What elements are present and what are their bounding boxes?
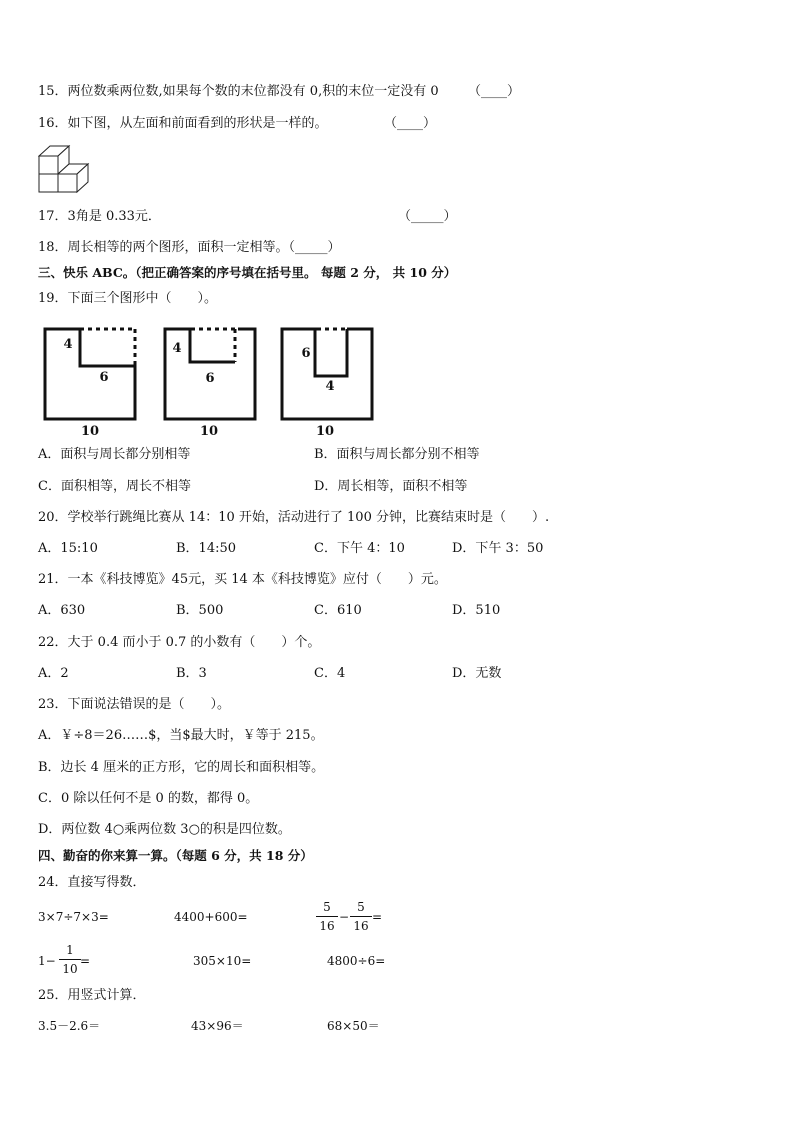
equals-sign: = bbox=[372, 910, 383, 924]
q24-fraction-3 bbox=[59, 943, 81, 976]
q15-answer-blank[interactable]: （____） bbox=[468, 84, 521, 99]
section-3-heading: 三、快乐 ABC。（把正确答案的序号填在括号里。 每题 2 分， 共 10 分） bbox=[38, 265, 457, 280]
fraction-denominator: 16 bbox=[353, 919, 369, 933]
q24-fraction-1 bbox=[316, 900, 338, 933]
q21-option-b[interactable]: B．500 bbox=[176, 603, 224, 618]
fraction-numerator: 5 bbox=[323, 900, 331, 914]
q22-option-d[interactable]: D．无数 bbox=[452, 666, 502, 681]
fig2-label-base: 10 bbox=[199, 424, 219, 439]
q20-option-d[interactable]: D．下午 3：50 bbox=[452, 541, 544, 556]
q17-answer-blank[interactable]: （_____） bbox=[398, 209, 457, 224]
q23-option-c[interactable]: C．0 除以任何不是 0 的数，都得 0。 bbox=[38, 791, 259, 806]
q20-option-a[interactable]: A．15:10 bbox=[38, 541, 98, 556]
q20-option-c[interactable]: C．下午 4：10 bbox=[314, 541, 405, 556]
q20-option-b[interactable]: B．14:50 bbox=[176, 541, 237, 556]
fraction-numerator: 1 bbox=[66, 943, 74, 957]
q19-option-b[interactable]: B．面积与周长都分别不相等 bbox=[314, 447, 480, 462]
q23-option-b[interactable]: B．边长 4 厘米的正方形，它的周长和面积相等。 bbox=[38, 760, 325, 775]
fraction-denominator: 10 bbox=[62, 962, 78, 976]
one-minus: 1− bbox=[38, 954, 56, 968]
q25-text: 25．用竖式计算． bbox=[38, 988, 146, 1003]
q24-text: 24．直接写得数． bbox=[38, 875, 146, 890]
q23-text: 23．下面说法错误的是（ ）。 bbox=[38, 697, 231, 712]
q24-item-4: 4800÷6= bbox=[327, 954, 386, 968]
fig3-label-inner: 4 bbox=[325, 379, 335, 394]
fraction-bar bbox=[316, 916, 338, 917]
q15-text: 15．两位数乘两位数,如果每个数的末位都没有 0,积的末位一定没有 0 bbox=[38, 84, 439, 99]
fraction-bar bbox=[350, 916, 372, 917]
q22-option-b[interactable]: B．3 bbox=[176, 666, 207, 681]
q19-figures bbox=[40, 322, 380, 440]
q21-option-c[interactable]: C．610 bbox=[314, 603, 362, 618]
fig1-label-side: 4 bbox=[63, 337, 73, 352]
fig3-label-base: 10 bbox=[315, 424, 335, 439]
q19-option-a[interactable]: A．面积与周长都分别相等 bbox=[38, 447, 191, 462]
q17-text: 17．3角是 0.33元． bbox=[38, 209, 161, 224]
q24-item-1: 3×7÷7×3= bbox=[38, 910, 109, 924]
q24-item-2: 4400+600= bbox=[174, 910, 248, 924]
q25-item-3: 68×50＝ bbox=[327, 1019, 380, 1033]
q22-option-a[interactable]: A．2 bbox=[38, 666, 69, 681]
fig2-label-inner: 6 bbox=[205, 371, 215, 386]
q22-option-c[interactable]: C．4 bbox=[314, 666, 346, 681]
q19-text: 19．下面三个图形中（ ）。 bbox=[38, 291, 218, 306]
q19-option-d[interactable]: D．周长相等，面积不相等 bbox=[314, 479, 468, 494]
fig1-label-base: 10 bbox=[80, 424, 100, 439]
fig2-label-side: 4 bbox=[172, 341, 182, 356]
q21-option-d[interactable]: D．510 bbox=[452, 603, 501, 618]
q18-text: 18．周长相等的两个图形，面积一定相等。（_____） bbox=[38, 240, 341, 255]
q25-item-2: 43×96＝ bbox=[191, 1019, 244, 1033]
q23-option-a[interactable]: A．￥÷8＝26……$，当$最大时，￥等于 215。 bbox=[38, 728, 324, 743]
minus-sign: − bbox=[339, 910, 350, 924]
q24-fraction-2 bbox=[350, 900, 372, 933]
q16-text: 16．如下图，从左面和前面看到的形状是一样的。 bbox=[38, 116, 328, 131]
fraction-bar bbox=[59, 959, 81, 960]
q23-option-d[interactable]: D．两位数 4○乘两位数 3○的积是四位数。 bbox=[38, 822, 291, 837]
q21-option-a[interactable]: A．630 bbox=[38, 603, 86, 618]
fraction-denominator: 16 bbox=[319, 919, 335, 933]
q21-text: 21．一本《科技博览》45元，买 14 本《科技博览》应付（ ）元。 bbox=[38, 572, 447, 587]
q22-text: 22．大于 0.4 而小于 0.7 的小数有（ ）个。 bbox=[38, 635, 321, 650]
cube-stack-figure bbox=[38, 144, 90, 194]
fig3-label-side: 6 bbox=[301, 346, 311, 361]
q24-item-3: 305×10= bbox=[193, 954, 252, 968]
fig1-label-inner: 6 bbox=[99, 370, 109, 385]
fraction-numerator: 5 bbox=[357, 900, 365, 914]
q19-option-c[interactable]: C．面积相等，周长不相等 bbox=[38, 479, 191, 494]
q20-text: 20．学校举行跳绳比赛从 14：10 开始，活动进行了 100 分钟，比赛结束时是（ ）. bbox=[38, 510, 550, 525]
equals-sign: = bbox=[80, 954, 91, 968]
section-4-heading: 四、勤奋的你来算一算。（每题 6 分，共 18 分） bbox=[38, 848, 313, 863]
q16-answer-blank[interactable]: （____） bbox=[384, 116, 437, 131]
q25-item-1: 3.5－2.6＝ bbox=[38, 1019, 101, 1033]
